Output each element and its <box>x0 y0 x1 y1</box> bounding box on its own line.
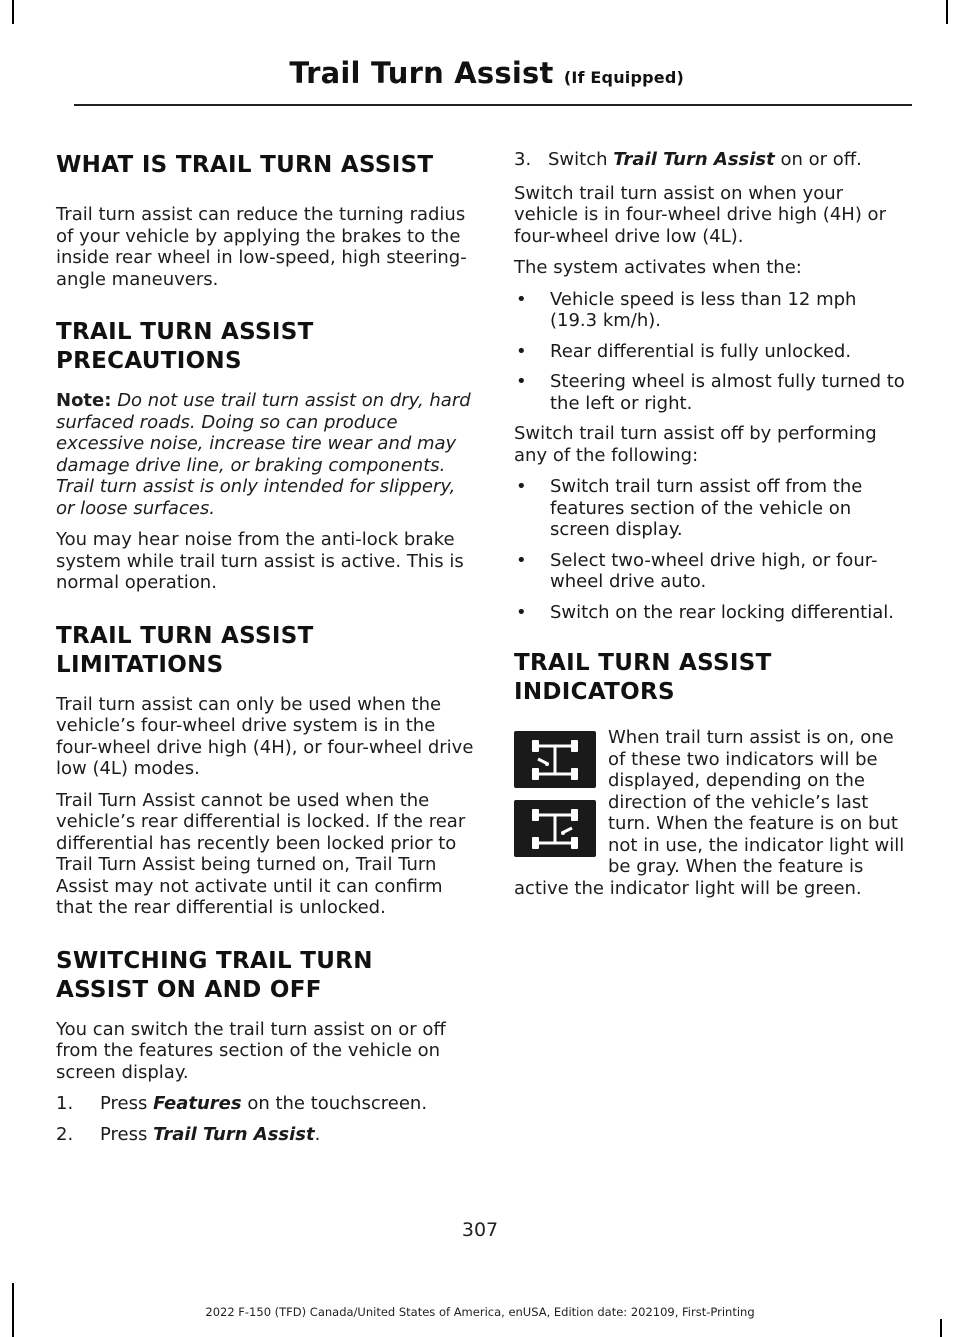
crop-mark-top-left <box>12 0 14 24</box>
page-header-title <box>289 56 684 90</box>
limitations-heading-block <box>56 622 476 680</box>
heading-switching-line1: SWITCHING TRAIL TURN <box>56 947 373 974</box>
limitations-para1: Trail turn assist can only be used when the vehicle’s four-wheel drive system is in the four-wheel drive high (4H), or four-wheel drive low (4L) modes. <box>56 693 474 779</box>
note-label: Note: <box>56 390 112 411</box>
note-text: Do not use trail turn assist on dry, hard surfaced roads. Doing so can produce excessive noise, increase tire wear and may damage drive line, or braking components. Trail turn assist is only intended for slippery, or loose surfaces. <box>56 390 471 519</box>
what-is-body: Trail turn assist can reduce the turning radius of your vehicle by applying the brakes to the inside rear wheel in low-speed, high steering-angle maneuvers. <box>56 204 467 290</box>
list-item: • Switch trail turn assist off from the features section of the vehicle on screen display. <box>516 476 863 540</box>
heading-switching-line2: ASSIST ON AND OFF <box>56 976 322 1003</box>
crop-mark-bottom-right <box>940 1319 942 1337</box>
step-text: Switch Trail Turn Assist on or off. <box>548 149 862 170</box>
step-number: 3. <box>514 149 532 170</box>
step-number: 1. <box>56 1093 74 1114</box>
heading-limitations-line1: TRAIL TURN ASSIST <box>56 622 314 649</box>
indicators-body: When trail turn assist is on, one of these two indicators will be displayed, depending on the direction of the vehicle’s last turn. When the feature is on but not in use, the indicator light will be gray. When the feature is active the indicator light will be green. <box>514 727 905 899</box>
heading-indicators-line2: INDICATORS <box>514 679 675 705</box>
right-column <box>514 145 909 909</box>
switch-on-text: Switch trail turn assist on when your vehicle is in four-wheel drive high (4H) or four-wheel drive low (4L). <box>514 182 886 247</box>
header-divider <box>74 104 912 106</box>
step-3 <box>514 149 909 171</box>
list-item: • Rear differential is fully unlocked. <box>516 340 852 362</box>
step-emphasis: Trail Turn Assist <box>153 1123 315 1145</box>
left-column <box>56 145 476 1154</box>
step-emphasis: Features <box>153 1093 242 1114</box>
heading-precautions-line1: TRAIL TURN ASSIST <box>56 319 314 345</box>
heading-limitations-line2: LIMITATIONS <box>56 651 224 678</box>
step-number: 2. <box>56 1123 74 1145</box>
page-footer: 2022 F-150 (TFD) Canada/United States of America, enUSA, Edition date: 202109, First-Printing <box>205 1305 755 1319</box>
precautions-heading-block <box>56 318 476 376</box>
switching-intro: You can switch the trail turn assist on or off from the features section of the vehicle on screen display. <box>56 1018 446 1083</box>
precautions-body: You may hear noise from the anti-lock brake system while trail turn assist is active. This is normal operation. <box>56 529 464 593</box>
step-1 <box>56 1093 476 1115</box>
step-text: Press Trail Turn Assist. <box>100 1123 321 1145</box>
step-text: Press Features on the touchscreen. <box>100 1093 428 1114</box>
heading-what-is: WHAT IS TRAIL TURN ASSIST <box>56 152 434 178</box>
list-item: • Select two-wheel drive high, or four-wheel drive auto. <box>516 549 878 592</box>
switching-heading-block <box>56 947 476 1005</box>
list-item: • Vehicle speed is less than 12 mph (19.3 km/h). <box>516 288 857 331</box>
limitations-para2: Trail Turn Assist cannot be used when the vehicle’s rear differential is locked. If the rear differential has recently been locked prior to Trail Turn Assist being turned on, Trail Turn Assist may not activate until it can confirm that the rear differential is unlocked. <box>56 789 466 918</box>
header-subtitle: (If Equipped) <box>563 68 684 87</box>
heading-indicators-line1: TRAIL TURN ASSIST <box>514 650 772 676</box>
step-emphasis: Trail Turn Assist <box>613 149 775 170</box>
precautions-note <box>56 390 476 519</box>
crop-mark-top-right <box>946 0 948 24</box>
step-2 <box>56 1124 476 1146</box>
list-item: • Steering wheel is almost fully turned to the left or right. <box>516 371 905 414</box>
indicator-icons <box>514 731 596 869</box>
page-number: 307 <box>461 1219 499 1241</box>
list-item: • Switch on the rear locking differential. <box>516 601 894 623</box>
trail-turn-right-indicator-icon <box>514 800 596 857</box>
activates-intro: The system activates when the: <box>514 257 802 278</box>
trail-turn-left-indicator-icon <box>514 731 596 788</box>
indicators-heading-block <box>514 649 909 707</box>
off-intro: Switch trail turn assist off by performing any of the following: <box>514 423 877 466</box>
indicators-block <box>514 727 909 899</box>
header-title-text: Trail Turn Assist <box>289 56 554 90</box>
heading-precautions-line2: PRECAUTIONS <box>56 348 242 374</box>
